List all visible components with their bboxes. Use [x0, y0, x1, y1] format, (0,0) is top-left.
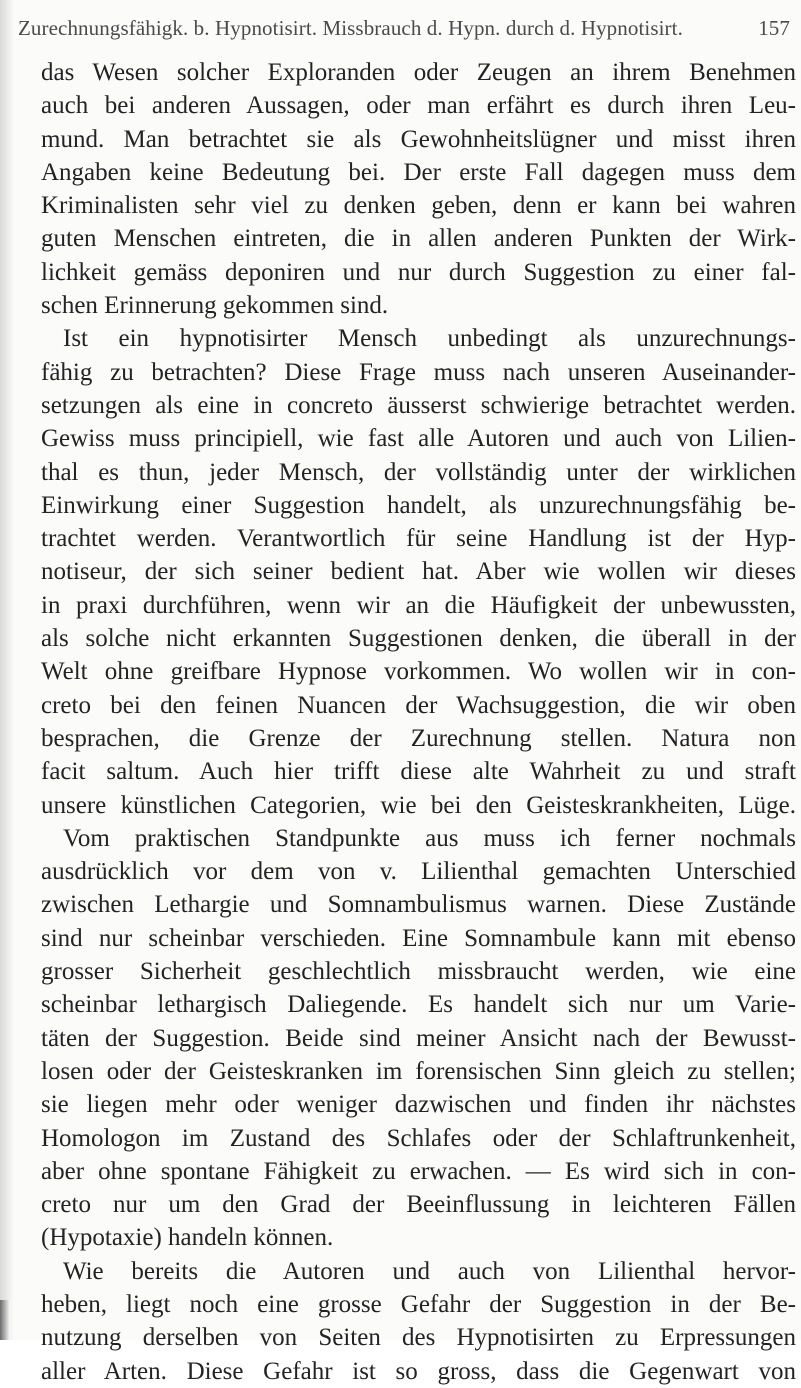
text-line: das Wesen solcher Exploranden oder Zeugen an ihrem Benehmen: [41, 59, 796, 86]
text-line: fähig zu betrachten? Diese Frage muss nach unseren Auseinander-: [41, 358, 796, 386]
text-line: täten der Suggestion. Beide sind meiner Ansicht nach der Bewusst-: [41, 1024, 796, 1052]
text-line: grosser Sicherheit geschlechtlich missbraucht werden, wie eine: [41, 958, 796, 986]
text-line: zwischen Lethargie und Somnambulismus warnen. Diese Zustände: [41, 891, 796, 919]
text-line: schen Erinnerung gekommen sind.: [41, 292, 389, 320]
text-line: losen oder der Geisteskranken im forensischen Sinn gleich zu stellen;: [41, 1057, 796, 1085]
text-line: unsere künstlichen Categorien, wie bei den Geisteskrankheiten, Lüge.: [41, 791, 796, 819]
text-line: in praxi durchführen, wenn wir an die Häufigkeit der unbewussten,: [41, 591, 796, 619]
text-line: aber ohne spontane Fähigkeit zu erwachen. — Es wird sich in con-: [41, 1157, 796, 1185]
text-line: lichkeit gemäss deponiren und nur durch Suggestion zu einer fal-: [41, 258, 796, 286]
text-line: auch bei anderen Aussagen, oder man erfährt es durch ihren Leu-: [41, 92, 796, 120]
page-number: 157: [758, 16, 790, 40]
text-line: sind nur scheinbar verschieden. Eine Somnambule kann mit ebenso: [41, 924, 796, 952]
text-line: Ist ein hypnotisirter Mensch unbedingt als unzurechnungs-: [63, 325, 796, 353]
text-line: nutzung derselben von Seiten des Hypnotisirten zu Erpressungen: [41, 1324, 796, 1352]
body-text: [41, 56, 796, 1388]
running-head: [18, 0, 796, 44]
text-line: sie liegen mehr oder weniger dazwischen und finden ihr nächstes: [41, 1091, 796, 1119]
text-line: creto nur um den Grad der Beeinflussung in leichteren Fällen: [41, 1191, 796, 1219]
text-line: ausdrücklich vor dem von v. Lilienthal gemachten Unterschied: [41, 858, 796, 886]
text-line: facit saltum. Auch hier trifft diese alte Wahrheit zu und straft: [41, 758, 796, 786]
text-line: als solche nicht erkannten Suggestionen denken, die überall in der: [41, 625, 796, 653]
text-line: Gewiss muss principiell, wie fast alle Autoren und auch von Lilien-: [41, 425, 796, 453]
text-line: besprachen, die Grenze der Zurechnung stellen. Natura non: [41, 724, 796, 752]
text-line: (Hypotaxie) handeln können.: [41, 1224, 334, 1252]
text-line: setzungen als eine in concreto äusserst schwierige betrachtet werden.: [41, 391, 796, 419]
text-line: thal es thun, jeder Mensch, der vollständig unter der wirklichen: [41, 458, 796, 486]
text-line: trachtet werden. Verantwortlich für seine Handlung ist der Hyp-: [41, 525, 796, 553]
text-line: Angaben keine Bedeutung bei. Der erste Fall dagegen muss dem: [41, 158, 796, 186]
text-line: scheinbar lethargisch Daliegende. Es handelt sich nur um Varie-: [41, 991, 796, 1019]
text-line: Einwirkung einer Suggestion handelt, als unzurechnungsfähig be-: [41, 491, 796, 519]
text-line: Welt ohne greifbare Hypnose vorkommen. Wo wollen wir in con-: [41, 658, 796, 686]
text-line: notiseur, der sich seiner bedient hat. Aber wie wollen wir dieses: [41, 558, 796, 586]
text-line: Wie bereits die Autoren und auch von Lilienthal hervor-: [63, 1257, 796, 1285]
text-line: creto bei den feinen Nuancen der Wachsuggestion, die wir oben: [41, 691, 796, 719]
text-line: Kriminalisten sehr viel zu denken geben, denn er kann bei wahren: [41, 192, 796, 220]
text-line: Homologon im Zustand des Schlafes oder der Schlaftrunkenheit,: [41, 1124, 796, 1152]
running-title: Zurechnungsfähigk. b. Hypnotisirt. Missbrauch d. Hypn. durch d. Hypnotisirt.: [18, 16, 683, 40]
binding-gutter-shadow: [0, 0, 14, 1340]
text-line: Vom praktischen Standpunkte aus muss ich ferner nochmals: [63, 824, 796, 852]
text-line: guten Menschen eintreten, die in allen anderen Punkten der Wirk-: [41, 225, 796, 253]
text-line: heben, liegt noch eine grosse Gefahr der Suggestion in der Be-: [41, 1290, 796, 1318]
text-line: mund. Man betrachtet sie als Gewohnheitslügner und misst ihren: [41, 125, 796, 153]
text-line: aller Arten. Diese Gefahr ist so gross, dass die Gegenwart von: [41, 1357, 796, 1385]
page-edge-mark: [0, 1300, 10, 1340]
